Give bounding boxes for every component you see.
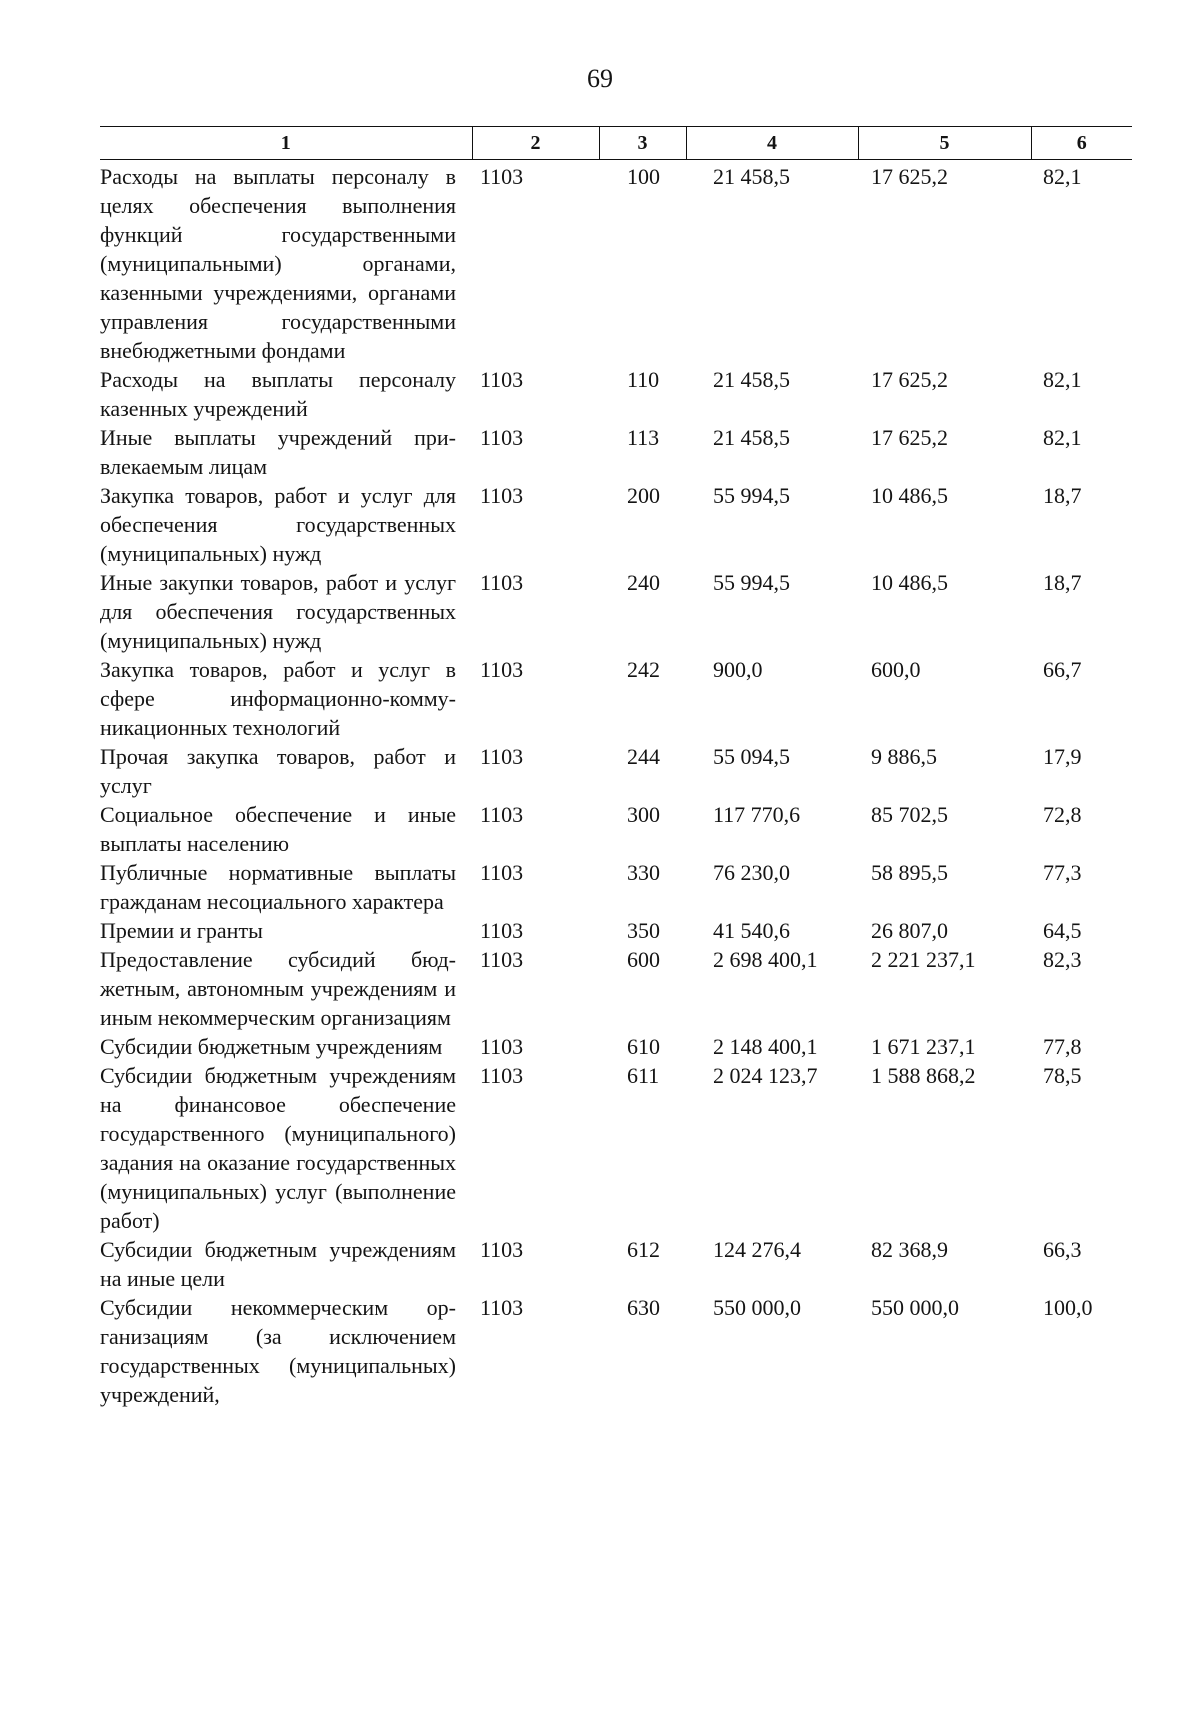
row-expense-type: 110: [627, 367, 660, 392]
page-number: 69: [587, 64, 613, 93]
table-row: [100, 1235, 1132, 1293]
row-percent: 18,7: [1043, 570, 1082, 595]
row-planned-amount: 2 148 400,1: [713, 1034, 818, 1059]
row-section-code: 1103: [480, 1237, 524, 1262]
table-row: [100, 858, 1132, 916]
row-actual-amount: 17 625,2: [871, 164, 948, 189]
row-percent: 17,9: [1043, 744, 1082, 769]
row-percent: 77,3: [1043, 860, 1082, 885]
row-expense-type: 240: [627, 570, 660, 595]
row-expense-type: 200: [627, 483, 660, 508]
row-description: Прочая закупка товаров, работ и услуг: [100, 744, 456, 798]
column-header: 5: [858, 127, 1031, 160]
row-section-code: 1103: [480, 657, 524, 682]
row-actual-amount: 10 486,5: [871, 570, 948, 595]
row-planned-amount: 55 994,5: [713, 570, 790, 595]
row-expense-type: 300: [627, 802, 660, 827]
row-description: Субсидии бюджетным учреждениям на финансовое обеспечение государственного (муниципального) задания на оказание государственных (муниципальных) услуг (выполнение работ): [100, 1063, 456, 1233]
row-section-code: 1103: [480, 367, 524, 392]
row-description: Расходы на выплаты персоналу казенных учреждений: [100, 367, 456, 421]
column-header: 2: [472, 127, 599, 160]
table-row: [100, 916, 1132, 945]
row-expense-type: 330: [627, 860, 660, 885]
row-planned-amount: 2 024 123,7: [713, 1063, 818, 1088]
row-planned-amount: 550 000,0: [713, 1295, 801, 1320]
row-expense-type: 611: [627, 1063, 660, 1088]
row-description: Закупка товаров, работ и услуг для обеспечения государственных (муниципальных) нужд: [100, 483, 456, 566]
row-section-code: 1103: [480, 570, 524, 595]
row-section-code: 1103: [480, 918, 524, 943]
row-expense-type: 612: [627, 1237, 660, 1262]
row-expense-type: 242: [627, 657, 660, 682]
row-percent: 82,1: [1043, 367, 1082, 392]
row-description: Иные закупки товаров, работ и услуг для обеспечения государственных (муниципальных) нужд: [100, 570, 456, 653]
row-percent: 82,1: [1043, 425, 1082, 450]
column-header: 6: [1031, 127, 1132, 160]
row-section-code: 1103: [480, 744, 524, 769]
row-actual-amount: 1 671 237,1: [871, 1034, 976, 1059]
row-expense-type: 244: [627, 744, 660, 769]
row-planned-amount: 21 458,5: [713, 425, 790, 450]
row-percent: 66,3: [1043, 1237, 1082, 1262]
table-row: [100, 742, 1132, 800]
row-description: Субсидии бюджетным учреждениям: [100, 1034, 443, 1059]
row-planned-amount: 55 094,5: [713, 744, 790, 769]
row-description: Субсидии бюджетным учреждениям на иные цели: [100, 1237, 456, 1291]
row-description: Премии и гранты: [100, 918, 263, 943]
row-actual-amount: 550 000,0: [871, 1295, 959, 1320]
row-percent: 66,7: [1043, 657, 1082, 682]
table-row: [100, 365, 1132, 423]
row-description: Иные выплаты учреждений привлекаемым лицам: [100, 425, 456, 479]
row-percent: 82,1: [1043, 164, 1082, 189]
table-row: [100, 655, 1132, 742]
row-expense-type: 113: [627, 425, 660, 450]
table-row: [100, 423, 1132, 481]
row-actual-amount: 10 486,5: [871, 483, 948, 508]
row-actual-amount: 1 588 868,2: [871, 1063, 976, 1088]
row-planned-amount: 21 458,5: [713, 164, 790, 189]
row-planned-amount: 21 458,5: [713, 367, 790, 392]
column-header: 1: [100, 127, 472, 160]
row-description: Публичные нормативные выплаты гражданам несоциального характера: [100, 860, 456, 914]
row-planned-amount: 41 540,6: [713, 918, 790, 943]
row-actual-amount: 9 886,5: [871, 744, 937, 769]
row-section-code: 1103: [480, 1034, 524, 1059]
row-section-code: 1103: [480, 802, 524, 827]
row-expense-type: 350: [627, 918, 660, 943]
row-expense-type: 600: [627, 947, 660, 972]
header-row: [100, 127, 1132, 160]
table-row: [100, 1032, 1132, 1061]
row-planned-amount: 117 770,6: [713, 802, 801, 827]
row-description: Расходы на выплаты персоналу в целях обеспечения выполнения функций государственными (муниципальными) органами, казенными учреждениями, органами управления государственными внебюджетными фондами: [100, 164, 456, 363]
row-section-code: 1103: [480, 1295, 524, 1320]
table-body: [100, 160, 1132, 1410]
row-expense-type: 100: [627, 164, 660, 189]
row-actual-amount: 17 625,2: [871, 367, 948, 392]
row-planned-amount: 2 698 400,1: [713, 947, 818, 972]
row-section-code: 1103: [480, 860, 524, 885]
table-row: [100, 568, 1132, 655]
row-percent: 77,8: [1043, 1034, 1082, 1059]
row-description: Субсидии некоммерческим организациям (за исключением государственных (муниципальных) учреждений,: [100, 1295, 456, 1407]
row-percent: 64,5: [1043, 918, 1082, 943]
row-description: Социальное обеспечение и иные выплаты населению: [100, 802, 456, 856]
row-actual-amount: 2 221 237,1: [871, 947, 976, 972]
budget-table: [100, 126, 1132, 1409]
row-section-code: 1103: [480, 1063, 524, 1088]
row-planned-amount: 55 994,5: [713, 483, 790, 508]
row-actual-amount: 58 895,5: [871, 860, 948, 885]
row-section-code: 1103: [480, 164, 524, 189]
row-actual-amount: 85 702,5: [871, 802, 948, 827]
row-section-code: 1103: [480, 947, 524, 972]
row-actual-amount: 26 807,0: [871, 918, 948, 943]
table-header: [100, 127, 1132, 160]
row-section-code: 1103: [480, 425, 524, 450]
row-planned-amount: 900,0: [713, 657, 763, 682]
table-row: [100, 1293, 1132, 1409]
table-row: [100, 800, 1132, 858]
row-expense-type: 630: [627, 1295, 660, 1320]
row-percent: 18,7: [1043, 483, 1082, 508]
row-percent: 82,3: [1043, 947, 1082, 972]
column-header: 4: [686, 127, 858, 160]
row-percent: 100,0: [1043, 1295, 1093, 1320]
table-row: [100, 481, 1132, 568]
row-section-code: 1103: [480, 483, 524, 508]
row-planned-amount: 76 230,0: [713, 860, 790, 885]
row-actual-amount: 17 625,2: [871, 425, 948, 450]
row-actual-amount: 82 368,9: [871, 1237, 948, 1262]
row-description: Предоставление субсидий бюджетным, автономным учреждениям и иным некоммерческим организациям: [100, 947, 456, 1030]
table-row: [100, 945, 1132, 1032]
row-actual-amount: 600,0: [871, 657, 921, 682]
row-percent: 72,8: [1043, 802, 1082, 827]
row-percent: 78,5: [1043, 1063, 1082, 1088]
row-expense-type: 610: [627, 1034, 660, 1059]
table-row: [100, 1061, 1132, 1235]
row-planned-amount: 124 276,4: [713, 1237, 801, 1262]
row-description: Закупка товаров, работ и услуг в сфере информационно-коммуникационных технологий: [100, 657, 456, 740]
table-row: [100, 160, 1132, 366]
column-header: 3: [599, 127, 686, 160]
